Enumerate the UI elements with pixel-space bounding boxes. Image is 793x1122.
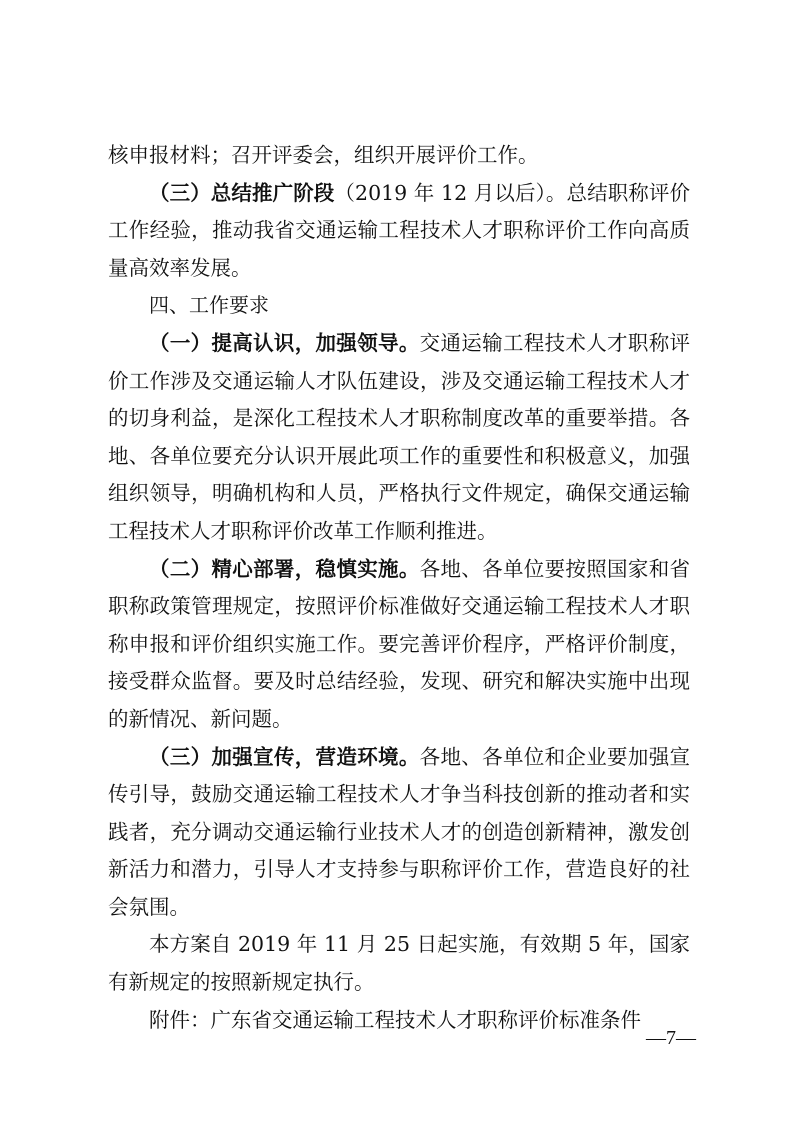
paragraph-text: 核申报材料；召开评委会，组织开展评价工作。 (108, 143, 539, 167)
paragraph-text: 交通运输工程技术人才职称评价工作涉及交通运输人才队伍建设，涉及交通运输工程技术人才的切身利益，是深化工程技术人才职称制度改革的重要举措。各地、各单位要充分认识开展此项工作的重要性和积极意义，加强组织领导，明确机构和人员，严格执行文件规定，确保交通运输工程技术人才职称评价改革工作顺利推进。 (108, 330, 691, 543)
paragraph-attachment (108, 1002, 690, 1040)
paragraph-requirement-two (108, 551, 690, 739)
paragraph-text: （2019 年 12 月以后）。总结职称评价工作经验，推动我省交通运输工程技术人才职称评价工作向高质量高效率发展。 (108, 180, 690, 280)
page-number: —7— (646, 1027, 696, 1049)
paragraph-requirement-three (108, 739, 690, 927)
paragraph-stage-three (108, 175, 690, 288)
paragraph-lead: （二）精心部署，稳慎实施。 (149, 556, 420, 581)
paragraph-lead: （一）提高认识，加强领导。 (149, 330, 420, 355)
paragraph-requirement-one (108, 325, 690, 551)
paragraph-text: 各地、各单位要按照国家和省职称政策管理规定，按照评价标准做好交通运输工程技术人才职称申报和评价组织实施工作。要完善评价程序，严格评价制度，接受群众监督。要及时总结经验，发现、研究和解决实施中出现的新情况、新问题。 (108, 556, 691, 731)
paragraph-effective-date (108, 926, 690, 1001)
paragraph-text: 本方案自 2019 年 11 月 25 日起实施，有效期 5 年，国家有新规定的按照新规定执行。 (108, 932, 690, 995)
paragraph-text: 各地、各单位和企业要加强宣传引导，鼓励交通运输工程技术人才争当科技创新的推动者和实践者，充分调动交通运输行业技术人才的创造创新精神，激发创新活力和潜力，引导人才支持参与职称评价工作，营造良好的社会氛围。 (108, 744, 691, 919)
paragraph-continuation (108, 137, 690, 175)
paragraph-lead: （三）加强宣传，营造环境。 (149, 744, 420, 769)
section-heading: 四、工作要求 (149, 293, 269, 318)
paragraph-text: 附件：广东省交通运输工程技术人才职称评价标准条件 (149, 1007, 641, 1032)
paragraph-lead: （三）总结推广阶段 (149, 180, 335, 205)
document-body (108, 137, 690, 1039)
